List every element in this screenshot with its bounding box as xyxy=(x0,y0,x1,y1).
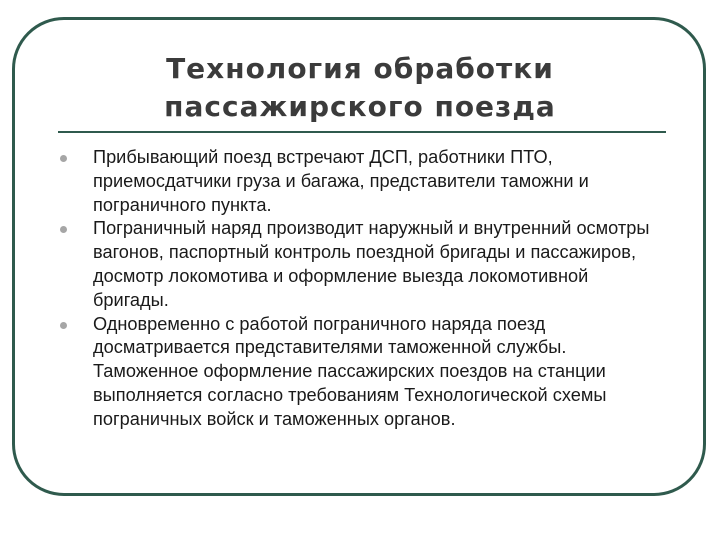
bullet-item xyxy=(60,313,665,432)
bullet-item xyxy=(60,146,665,217)
bullet-text: Прибывающий поезд встречают ДСП, работники ПТО, приемосдатчики груза и багажа, представители таможни и пограничного пункта. xyxy=(93,147,589,215)
bullet-item xyxy=(60,217,665,312)
bullet-dot-icon xyxy=(60,155,67,162)
bullet-dot-icon xyxy=(60,322,67,329)
bullet-dot-icon xyxy=(60,226,67,233)
title-underline xyxy=(58,131,666,133)
slide-title: Технология обработки пассажирского поезда xyxy=(164,52,556,123)
bullet-text: Пограничный наряд производит наружный и внутренний осмотры вагонов, паспортный контроль поездной бригады и пассажиров, досмотр локомотива и оформление выезда локомотивной бригады. xyxy=(93,218,650,310)
bullet-list xyxy=(60,146,665,432)
bullet-text: Одновременно с работой пограничного наряда поезд досматривается представителями таможенной службы. Таможенное оформление пассажирских поездов на станции выполняется согласно требованиям Технологической схемы пограничных войск и таможенных органов. xyxy=(93,313,607,429)
